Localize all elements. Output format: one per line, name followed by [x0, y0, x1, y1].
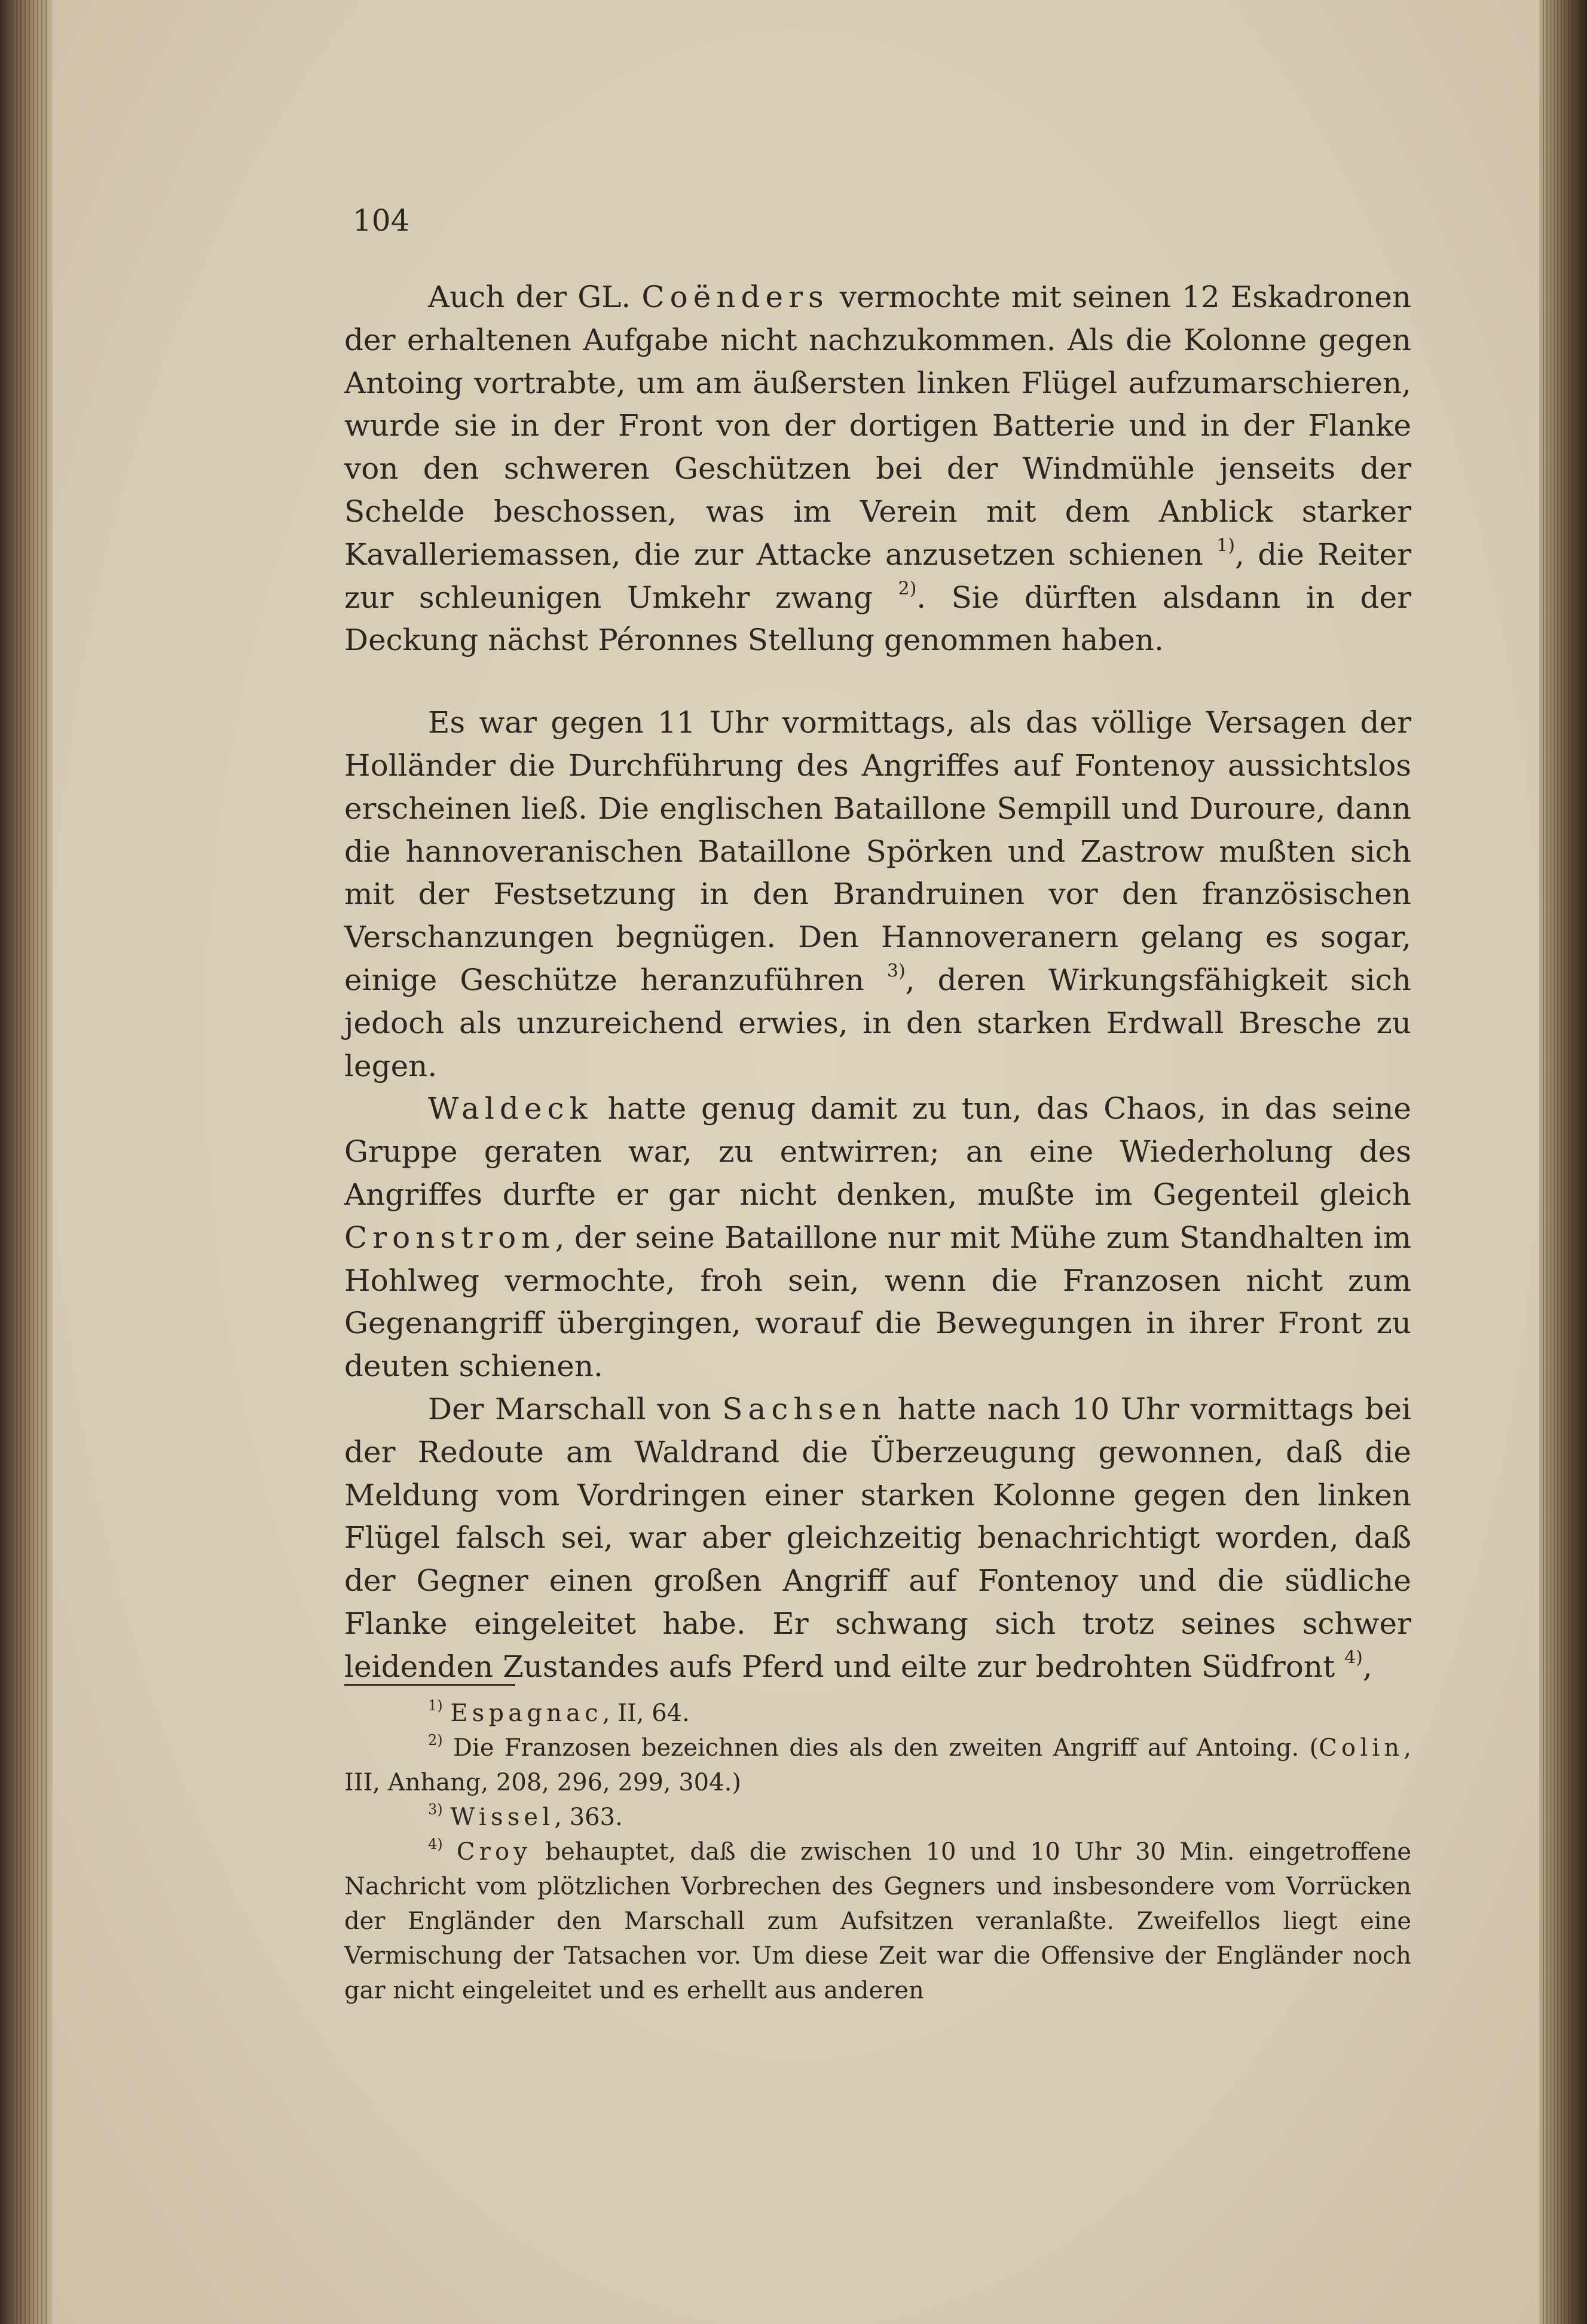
text-run: , der seine Bataillone nur mit Mühe zum Standhalten im Hohlweg vermochte, froh sein, wenn die Franzosen nicht zum Gegenangriff übergingen, worauf die Bewegungen in ihrer Front zu deuten schienen.	[344, 1220, 1411, 1384]
paragraph	[344, 1388, 1411, 1689]
footnote-marker: 2)	[898, 578, 917, 599]
paragraph	[344, 1088, 1411, 1388]
name-emphasis: Colin	[1319, 1734, 1404, 1762]
text-run: , deren Wirkungsfähigkeit sich jedoch als unzureichend erwies, in den starken Erdwall Bresche zu legen.	[344, 962, 1411, 1083]
text-run: ,	[1362, 1649, 1372, 1684]
text-run: behauptet, daß die zwischen 10 und 10 Uhr 30 Min. eingetroffene Nachricht vom plötzlichen Vorbrechen des Gegners und insbesondere vom Vorrücken der Engländer den Marschall zum Aufsitzen veranlaßte. Zweifellos liegt eine Vermischung der Tatsachen vor. Um diese Zeit war die Offensive der Engländer noch gar nicht eingeleitet und es erhellt aus anderen	[344, 1838, 1411, 2004]
text-run: hatte genug damit zu tun, das Chaos, in das seine Gruppe geraten war, zu entwirren; an eine Wiederholung des Angriffes durfte er gar nicht denken, mußte im Gegenteil gleich	[344, 1091, 1411, 1212]
footnote-marker: 2)	[428, 1732, 443, 1749]
paragraph	[344, 276, 1411, 662]
footnote-marker: 4)	[1344, 1647, 1363, 1668]
paragraph	[344, 702, 1411, 1088]
text-run: hatte nach 10 Uhr vormittags bei der Redoute am Waldrand die Überzeugung gewonnen, daß die Meldung vom Vordringen einer starken Kolonne gegen den linken Flügel falsch sei, war aber gleichzeitig benachrichtigt worden, daß der Gegner einen großen Angriff auf Fontenoy und die südliche Flanke eingeleitet habe. Er schwang sich trotz seines schwer leidenden Zustandes aufs Pferd und eilte zur bedrohten Südfront	[344, 1391, 1411, 1684]
text-run: , II, 64.	[602, 1700, 690, 1727]
page-number: 104	[353, 203, 410, 238]
name-emphasis: Sachsen	[722, 1391, 887, 1426]
name-emphasis: Espagnac	[450, 1700, 603, 1727]
text-run: Auch der GL.	[428, 280, 642, 314]
text-run: , III, Anhang, 208, 296, 299, 304.)	[344, 1734, 1411, 1796]
footnote-marker: 1)	[428, 1697, 443, 1714]
footnote-marker: 3)	[886, 960, 906, 982]
footnote	[344, 1696, 1411, 1731]
name-emphasis: Cronstrom	[344, 1220, 555, 1255]
text-run: Der Marschall von	[428, 1391, 723, 1426]
footnote-marker: 4)	[428, 1836, 443, 1853]
text-run	[443, 1804, 451, 1831]
book-edge-left	[0, 0, 55, 2324]
name-emphasis: Waldeck	[428, 1091, 593, 1126]
body-text	[344, 276, 1411, 1689]
text-run	[443, 1700, 451, 1727]
text-run	[443, 1838, 457, 1866]
footnote-marker: 1)	[1216, 535, 1235, 556]
name-emphasis: Croy	[456, 1838, 532, 1866]
name-emphasis: Wissel	[450, 1804, 555, 1831]
footnote	[344, 1835, 1411, 2008]
text-run: . Sie dürften alsdann in der Deckung nächst Péronnes Stellung genommen haben.	[344, 580, 1411, 658]
text-run: Die Franzosen bezeichnen dies als den zweiten Angriff auf Antoing. (	[442, 1734, 1319, 1762]
footnote-marker: 3)	[428, 1801, 443, 1818]
text-run: , 363.	[554, 1804, 623, 1831]
footnote-divider	[344, 1684, 515, 1686]
book-edge-right	[1539, 0, 1587, 2324]
text-run: , die Reiter zur schleunigen Umkehr zwang	[344, 537, 1411, 615]
footnote	[344, 1731, 1411, 1800]
footnote	[344, 1800, 1411, 1835]
text-run: Es war gegen 11 Uhr vormittags, als das völlige Versagen der Holländer die Durchführung des Angriffes auf Fontenoy aussichtslos erscheinen ließ. Die englischen Bataillone Sempill und Duroure, dann die hannoveranischen Bataillone Spörken und Zastrow mußten sich mit der Festsetzung in den Brandruinen vor den französischen Verschanzungen begnügen. Den Hannoveranern gelang es sogar, einige Geschütze heranzuführen	[344, 705, 1411, 997]
name-emphasis: Coënders	[641, 280, 829, 314]
text-run: vermochte mit seinen 12 Eskadronen der erhaltenen Aufgabe nicht nachzukommen. Als die Kolonne gegen Antoing vortrabte, um am äußersten linken Flügel aufzumarschieren, wurde sie in der Front von der dortigen Batterie und in der Flanke von den schweren Geschützen bei der Windmühle jenseits der Schelde beschossen, was im Verein mit dem Anblick starker Kavalleriemassen, die zur Attacke anzusetzen schienen	[344, 280, 1412, 572]
footnotes	[344, 1696, 1411, 2008]
